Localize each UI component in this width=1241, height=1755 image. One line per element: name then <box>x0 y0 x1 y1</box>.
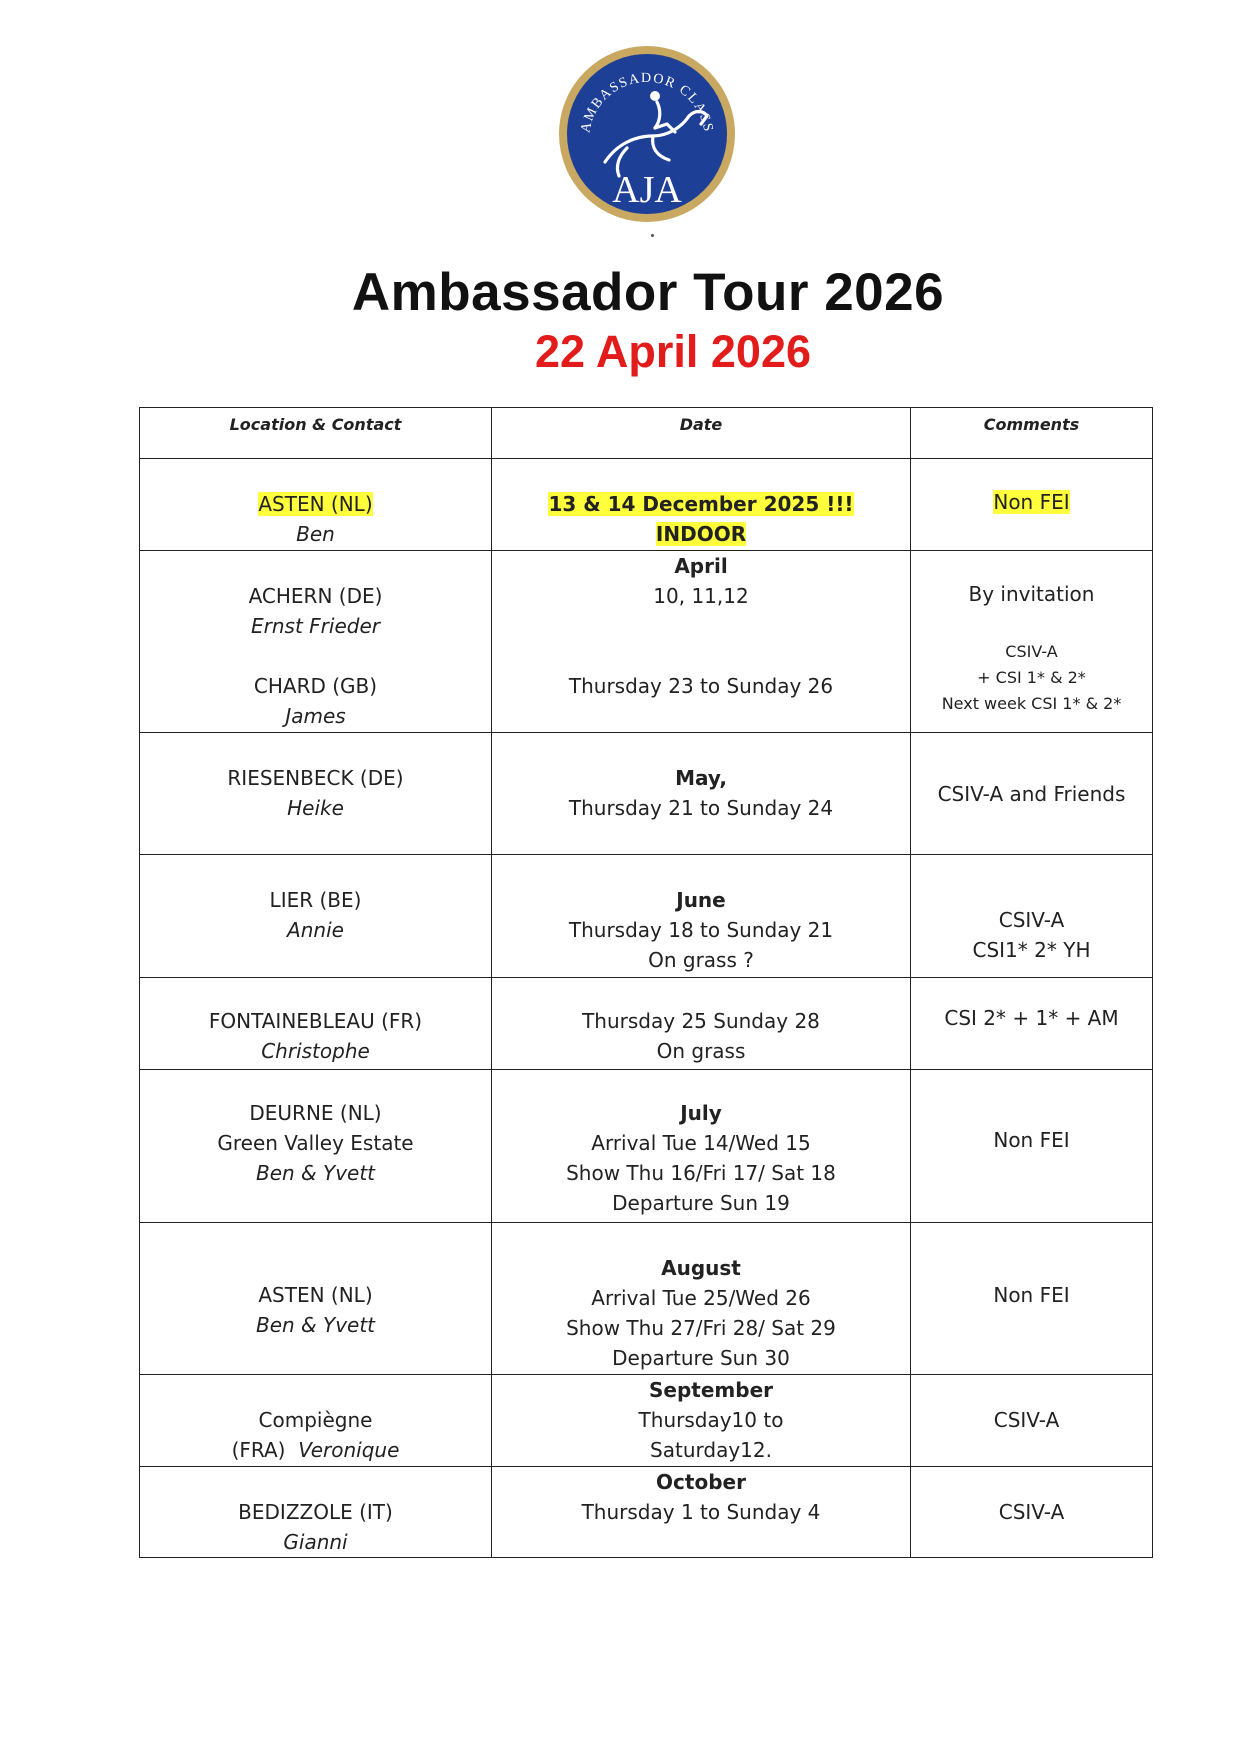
event-date: Thursday 23 to Sunday 26 <box>568 674 834 698</box>
event-date: Thursday10 to <box>638 1408 784 1432</box>
page-date: 22 April 2026 <box>535 326 811 377</box>
contact-name: Ben & Yvett <box>255 1313 376 1337</box>
contact-name: Ernst Frieder <box>251 614 380 638</box>
logo-emblem <box>557 44 737 224</box>
location-name: ASTEN (NL) <box>258 1283 373 1307</box>
location-name: CHARD (GB) <box>253 674 378 698</box>
event-month: April <box>674 554 728 578</box>
table-row <box>140 459 1153 551</box>
contact-name: Gianni <box>283 1530 348 1554</box>
event-month: September <box>649 1378 773 1402</box>
event-venue-type: INDOOR <box>655 521 747 546</box>
event-date: Departure Sun 19 <box>612 1191 790 1215</box>
event-date: Show Thu 16/Fri 17/ Sat 18 <box>566 1161 836 1185</box>
column-header-comments: Comments <box>911 408 1153 459</box>
event-comment: CSI 2* + 1* + AM <box>944 1006 1119 1030</box>
table-row <box>140 1375 1153 1467</box>
event-date: Departure Sun 30 <box>612 1346 790 1370</box>
table-row <box>140 855 1153 978</box>
contact-name: Heike <box>287 796 344 820</box>
event-date: Thursday 1 to Sunday 4 <box>581 1500 821 1524</box>
event-date: 13 & 14 December 2025 !!! <box>548 491 854 516</box>
contact-name: Veronique <box>298 1438 400 1462</box>
event-comment: By invitation <box>968 582 1095 606</box>
page-title: Ambassador Tour 2026 <box>351 263 945 322</box>
table-row <box>140 733 1153 855</box>
event-comment: CSIV-A <box>998 908 1065 932</box>
location-name: Compiègne <box>258 1408 373 1432</box>
logo-monogram: AJA <box>612 169 682 211</box>
event-note: On grass ? <box>648 948 754 972</box>
table-row <box>140 1223 1153 1375</box>
column-header-date: Date <box>492 408 911 459</box>
table-row <box>140 978 1153 1070</box>
event-comment: CSIV-A <box>1005 642 1058 661</box>
event-date: 10, 11,12 <box>653 584 749 608</box>
location-name: LIER (BE) <box>269 888 362 912</box>
event-date: Arrival Tue 14/Wed 15 <box>591 1131 811 1155</box>
event-comment: Next week CSI 1* & 2* <box>941 694 1122 713</box>
decorative-dot <box>651 234 654 237</box>
contact-name: James <box>285 704 346 728</box>
event-date: Thursday 25 Sunday 28 <box>582 1009 820 1033</box>
contact-name: Ben <box>296 521 335 546</box>
event-comment: + CSI 1* & 2* <box>977 668 1086 687</box>
table-row <box>140 1070 1153 1223</box>
contact-name: Christophe <box>261 1039 370 1063</box>
location-country: (FRA) <box>231 1438 286 1462</box>
location-name: FONTAINEBLEAU (FR) <box>208 1009 423 1033</box>
event-note: On grass <box>656 1039 746 1063</box>
event-comment: Non FEI <box>993 1283 1070 1307</box>
event-date: Show Thu 27/Fri 28/ Sat 29 <box>566 1316 836 1340</box>
location-name: ASTEN (NL) <box>258 491 373 516</box>
location-name: ACHERN (DE) <box>248 584 383 608</box>
location-name: BEDIZZOLE (IT) <box>238 1500 393 1524</box>
tour-schedule-table <box>139 407 1153 1558</box>
table-row <box>140 1467 1153 1558</box>
table-header-row <box>140 408 1153 459</box>
event-comment: CSIV-A <box>993 1408 1060 1432</box>
event-month: May, <box>675 766 727 790</box>
event-date: Thursday 21 to Sunday 24 <box>568 796 834 820</box>
logo-arc-text: AMBASSADOR CLASS <box>578 70 716 135</box>
event-month: August <box>661 1256 741 1280</box>
contact-name: Ben & Yvett <box>255 1161 376 1185</box>
event-comment: CSI1* 2* YH <box>972 938 1091 962</box>
event-month: June <box>676 888 726 912</box>
event-comment: CSIV-A and Friends <box>937 781 1126 806</box>
event-month: July <box>680 1101 722 1125</box>
venue-name: Green Valley Estate <box>217 1131 414 1155</box>
location-name: DEURNE (NL) <box>249 1101 382 1125</box>
event-date: Thursday 18 to Sunday 21 <box>568 918 834 942</box>
event-comment: Non FEI <box>993 1128 1070 1152</box>
event-month: October <box>656 1470 746 1494</box>
event-comment: Non FEI <box>993 490 1070 514</box>
column-header-location: Location & Contact <box>140 408 492 459</box>
event-comment: CSIV-A <box>998 1500 1065 1524</box>
event-date: Saturday12. <box>650 1438 772 1462</box>
event-date: Arrival Tue 25/Wed 26 <box>591 1286 811 1310</box>
aja-logo <box>557 44 737 224</box>
table-row <box>140 551 1153 733</box>
location-name: RIESENBECK (DE) <box>227 766 404 790</box>
contact-name: Annie <box>287 918 344 942</box>
